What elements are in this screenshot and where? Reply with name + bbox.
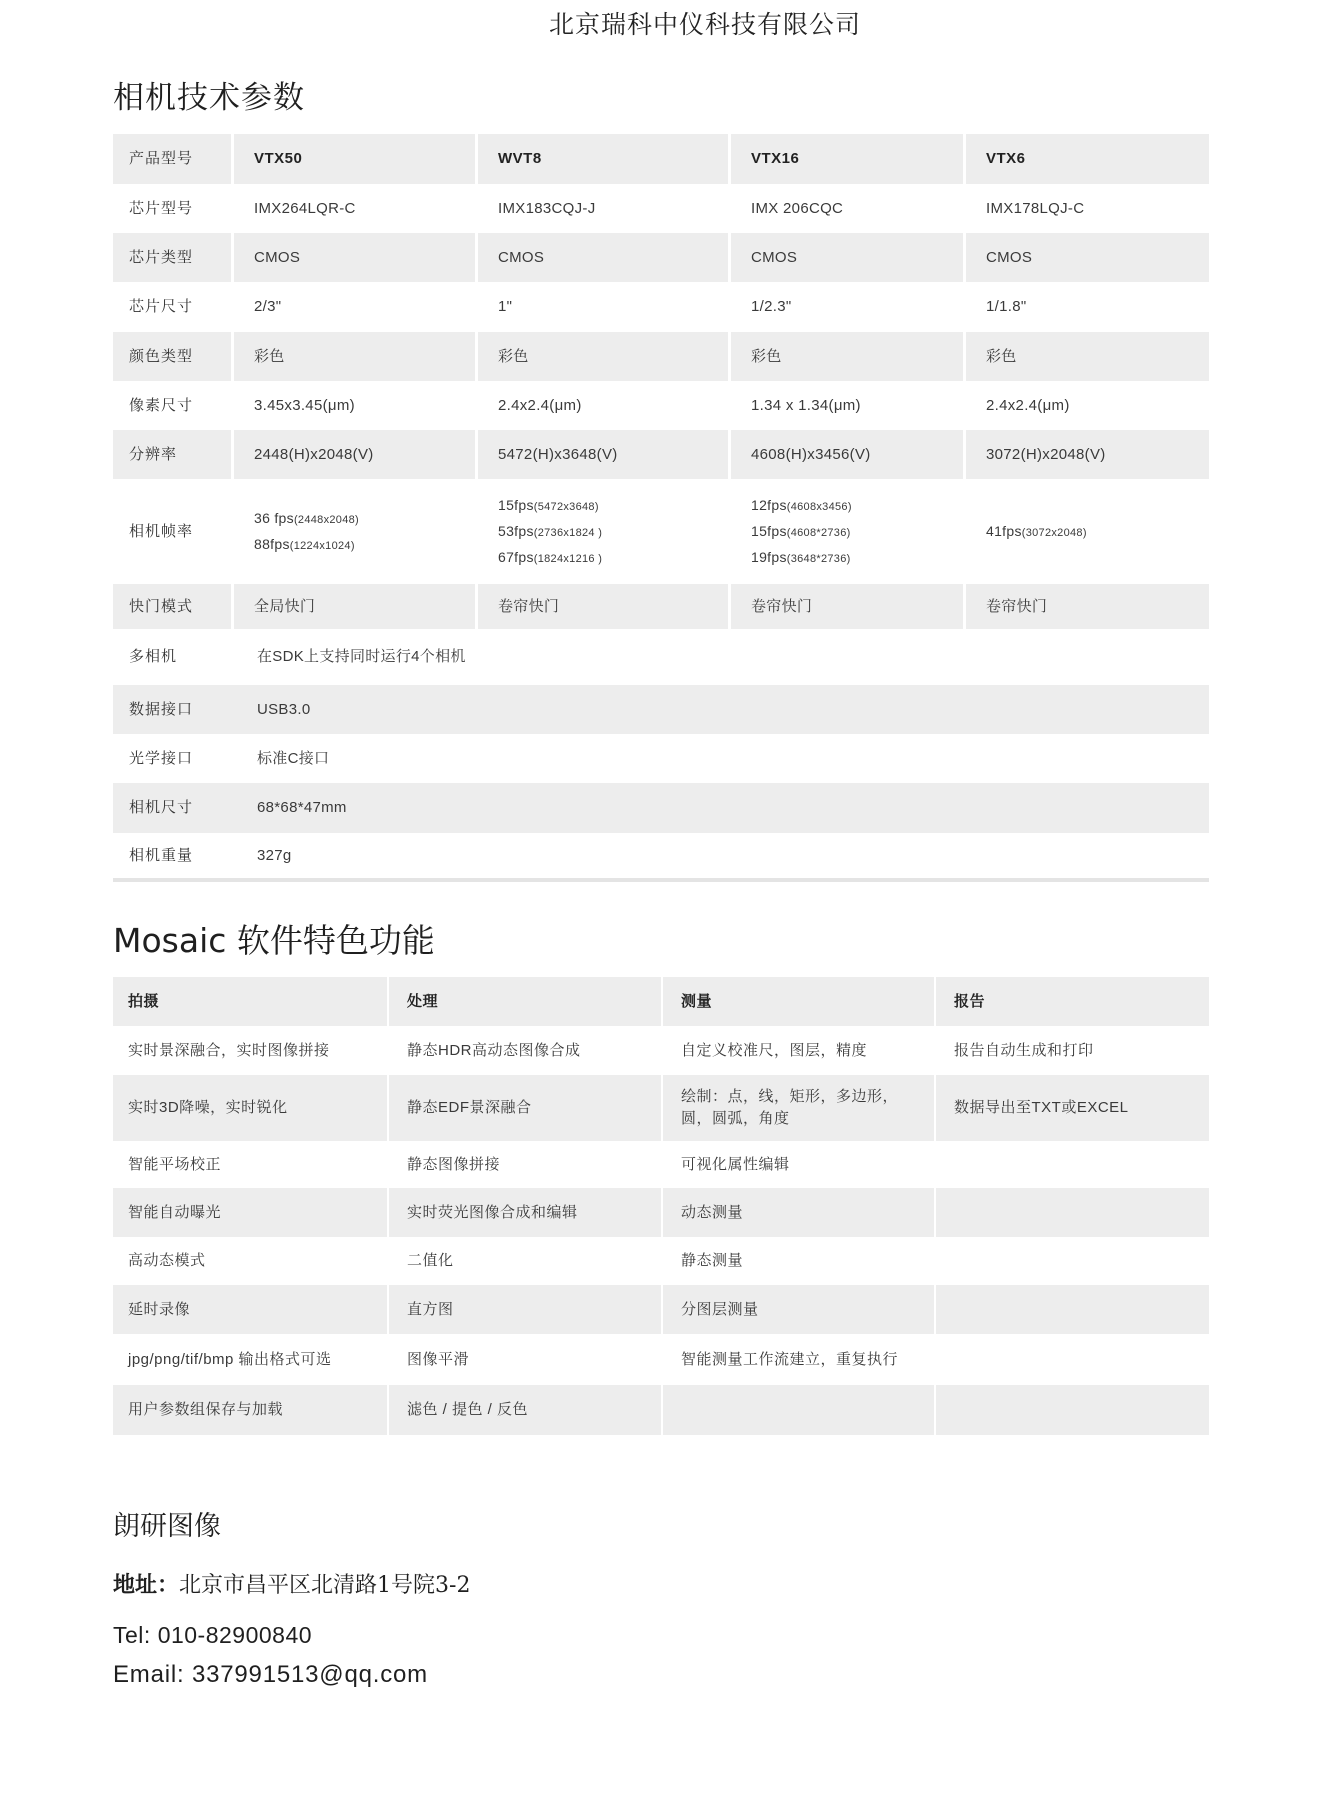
spec-row-data-interface — [113, 685, 1209, 734]
model-name-cell: WVT8 — [475, 134, 728, 184]
feature-cell: 分图层测量 — [661, 1285, 934, 1334]
feature-row — [113, 1334, 1209, 1385]
fps-value: 12fps — [751, 496, 787, 513]
frame-rate-cell — [728, 479, 963, 584]
email-label: Email: — [113, 1661, 192, 1688]
frame-rate-cell — [231, 479, 475, 584]
fps-value: 15fps — [751, 522, 787, 539]
camera-spec-table — [113, 134, 1209, 878]
fps-resolution: (1824x1216 ) — [533, 552, 603, 565]
frame-rate-line — [254, 532, 355, 558]
feature-cell: 高动态模式 — [113, 1237, 387, 1285]
feature-cell-text: 绘制：点，线，矩形，多边形，圆，圆弧，角度 — [681, 1088, 899, 1127]
feature-cell-empty — [934, 1237, 1209, 1285]
feature-cell: 智能测量工作流建立，重复执行 — [661, 1334, 934, 1385]
row-label: 像素尺寸 — [113, 381, 231, 430]
spec-value-cell: 卷帘快门 — [475, 584, 728, 629]
spec-value-cell: IMX264LQR-C — [231, 184, 475, 233]
spec-value-cell: 4608(H)x3456(V) — [728, 430, 963, 479]
row-label: 相机尺寸 — [113, 783, 231, 833]
spec-row-resolution — [113, 430, 1209, 479]
row-label: 快门模式 — [113, 584, 231, 629]
spec-value-cell: 彩色 — [231, 332, 475, 381]
company-name: 北京瑞科中仪科技有限公司 — [548, 10, 861, 39]
address-label: 地址： — [113, 1573, 180, 1598]
feature-row — [113, 1237, 1209, 1285]
fps-value: 67fps — [498, 548, 534, 565]
frame-rate-line — [498, 519, 602, 545]
spec-value-cell: 3072(H)x2048(V) — [963, 430, 1209, 479]
fps-value: 88fps — [254, 535, 290, 552]
feature-cell: 智能平场校正 — [113, 1141, 387, 1188]
spec-row-product-model — [113, 134, 1209, 184]
feature-cell: 直方图 — [387, 1285, 661, 1334]
row-label: 光学接口 — [113, 734, 231, 783]
feature-row — [113, 1188, 1209, 1237]
feature-cell: 静态HDR高动态图像合成 — [387, 1026, 661, 1075]
spec-value-cell: CMOS — [231, 233, 475, 282]
feature-cell: 用户参数组保存与加载 — [113, 1385, 387, 1435]
fps-resolution: (2736x1824 ) — [533, 526, 603, 539]
feature-cell-empty — [934, 1385, 1209, 1435]
feature-cell-empty — [934, 1285, 1209, 1334]
tel-value: 010-82900840 — [157, 1622, 313, 1648]
feature-cell: 延时录像 — [113, 1285, 387, 1334]
model-name-cell: VTX50 — [231, 134, 475, 184]
spec-value-cell: 彩色 — [475, 332, 728, 381]
feature-header-row — [113, 977, 1209, 1026]
model-name-cell: VTX16 — [728, 134, 963, 184]
feature-cell-empty — [934, 1334, 1209, 1385]
spec-row-multi-camera — [113, 629, 1209, 685]
spec-value-cell: 2/3" — [231, 282, 475, 332]
row-label: 芯片型号 — [113, 184, 231, 233]
spec-value-cell: 1" — [475, 282, 728, 332]
column-header-processing: 处理 — [387, 977, 661, 1026]
column-header-capture: 拍摄 — [113, 977, 387, 1026]
feature-cell — [661, 1075, 934, 1141]
software-feature-table — [113, 977, 1209, 1435]
feature-row — [113, 1075, 1209, 1141]
spec-value-cell: IMX178LQJ-C — [963, 184, 1209, 233]
contact-email — [113, 1659, 428, 1691]
spec-row-camera-size — [113, 783, 1209, 833]
model-name-cell: VTX6 — [963, 134, 1209, 184]
fps-resolution: (2448x2048) — [293, 513, 360, 526]
feature-cell: 静态测量 — [661, 1237, 934, 1285]
spec-value-cell: 1/1.8" — [963, 282, 1209, 332]
feature-cell: 实时3D降噪，实时锐化 — [113, 1075, 387, 1141]
feature-cell: 静态图像拼接 — [387, 1141, 661, 1188]
spec-value-cell: 全局快门 — [231, 584, 475, 629]
row-label: 产品型号 — [113, 134, 231, 184]
fps-resolution: (1224x1024) — [289, 539, 355, 552]
spec-value-cell: 2.4x2.4(μm) — [963, 381, 1209, 430]
tel-label: Tel: — [113, 1622, 158, 1648]
row-label: 颜色类型 — [113, 332, 231, 381]
feature-cell: 智能自动曝光 — [113, 1188, 387, 1237]
row-label: 分辨率 — [113, 430, 231, 479]
email-value: 337991513@qq.com — [191, 1661, 428, 1688]
row-label: 多相机 — [113, 629, 231, 685]
spec-row-camera-weight — [113, 833, 1209, 878]
feature-cell: 静态EDF景深融合 — [387, 1075, 661, 1141]
frame-rate-line — [498, 493, 599, 519]
spec-value-cell: 卷帘快门 — [963, 584, 1209, 629]
feature-row — [113, 1026, 1209, 1075]
feature-cell: 自定义校准尺，图层，精度 — [661, 1026, 934, 1075]
feature-cell: 报告自动生成和打印 — [934, 1026, 1209, 1075]
frame-rate-line — [751, 545, 851, 571]
fps-value: 53fps — [498, 522, 534, 539]
feature-row — [113, 1385, 1209, 1435]
row-label: 数据接口 — [113, 685, 231, 734]
feature-cell-empty — [934, 1188, 1209, 1237]
column-header-measurement: 测量 — [661, 977, 934, 1026]
frame-rate-cell — [475, 479, 728, 584]
feature-cell: 滤色 / 提色 / 反色 — [387, 1385, 661, 1435]
row-label: 芯片类型 — [113, 233, 231, 282]
table-divider — [113, 878, 1209, 882]
spec-value-cell: 卷帘快门 — [728, 584, 963, 629]
spec-value-cell: CMOS — [963, 233, 1209, 282]
contact-address — [113, 1569, 470, 1602]
spec-row-chip-type — [113, 233, 1209, 282]
spec-value-cell: CMOS — [475, 233, 728, 282]
feature-cell: 图像平滑 — [387, 1334, 661, 1385]
feature-cell: 可视化属性编辑 — [661, 1141, 934, 1188]
spec-value-cell: 在SDK上支持同时运行4个相机 — [231, 629, 1209, 685]
spec-value-cell: IMX183CQJ-J — [475, 184, 728, 233]
software-section-title: Mosaic 软件特色功能 — [113, 921, 435, 960]
spec-value-cell: 3.45x3.45(μm) — [231, 381, 475, 430]
spec-row-chip-size — [113, 282, 1209, 332]
address-value: 北京市昌平区北清路1号院3-2 — [179, 1573, 471, 1598]
spec-value-cell: 327g — [231, 833, 1209, 878]
spec-value-cell: 2.4x2.4(μm) — [475, 381, 728, 430]
feature-cell: 实时荧光图像合成和编辑 — [387, 1188, 661, 1237]
spec-value-cell: CMOS — [728, 233, 963, 282]
fps-resolution: (4608x3456) — [786, 500, 852, 513]
spec-value-cell: 1/2.3" — [728, 282, 963, 332]
spec-value-cell: 2448(H)x2048(V) — [231, 430, 475, 479]
contact-company-name: 朗研图像 — [113, 1511, 221, 1542]
frame-rate-line — [498, 545, 602, 571]
spec-value-cell: 5472(H)x3648(V) — [475, 430, 728, 479]
fps-value: 15fps — [498, 496, 534, 513]
row-label: 相机重量 — [113, 833, 231, 878]
feature-cell-empty — [661, 1385, 934, 1435]
fps-resolution: (5472x3648) — [533, 500, 599, 513]
row-label: 芯片尺寸 — [113, 282, 231, 332]
spec-value-cell: USB3.0 — [231, 685, 1209, 734]
fps-value: 36 fps — [254, 509, 294, 526]
spec-row-shutter — [113, 584, 1209, 629]
spec-row-color-type — [113, 332, 1209, 381]
spec-row-optical-interface — [113, 734, 1209, 783]
frame-rate-line — [751, 519, 851, 545]
frame-rate-line — [751, 493, 852, 519]
spec-row-pixel-size — [113, 381, 1209, 430]
fps-resolution: (4608*2736) — [786, 526, 851, 539]
feature-cell: 数据导出至TXT或EXCEL — [934, 1075, 1209, 1141]
fps-value: 41fps — [986, 522, 1022, 539]
contact-tel — [113, 1619, 312, 1651]
specs-section-title: 相机技术参数 — [113, 80, 305, 116]
feature-cell: jpg/png/tif/bmp 输出格式可选 — [113, 1334, 387, 1385]
row-label: 相机帧率 — [113, 479, 231, 584]
feature-cell-empty — [934, 1141, 1209, 1188]
spec-value-cell: 标准C接口 — [231, 734, 1209, 783]
frame-rate-line — [254, 506, 359, 532]
feature-row — [113, 1141, 1209, 1188]
feature-row — [113, 1285, 1209, 1334]
spec-row-chip-model — [113, 184, 1209, 233]
fps-value: 19fps — [751, 548, 787, 565]
feature-cell: 实时景深融合，实时图像拼接 — [113, 1026, 387, 1075]
frame-rate-cell — [963, 479, 1209, 584]
feature-cell: 二值化 — [387, 1237, 661, 1285]
fps-resolution: (3648*2736) — [786, 552, 851, 565]
spec-value-cell: 1.34 x 1.34(μm) — [728, 381, 963, 430]
spec-value-cell: 彩色 — [728, 332, 963, 381]
feature-cell: 动态测量 — [661, 1188, 934, 1237]
spec-value-cell: IMX 206CQC — [728, 184, 963, 233]
frame-rate-line — [986, 519, 1087, 545]
spec-value-cell: 68*68*47mm — [231, 783, 1209, 833]
column-header-report: 报告 — [934, 977, 1209, 1026]
spec-row-frame-rate — [113, 479, 1209, 584]
fps-resolution: (3072x2048) — [1021, 526, 1087, 539]
spec-value-cell: 彩色 — [963, 332, 1209, 381]
